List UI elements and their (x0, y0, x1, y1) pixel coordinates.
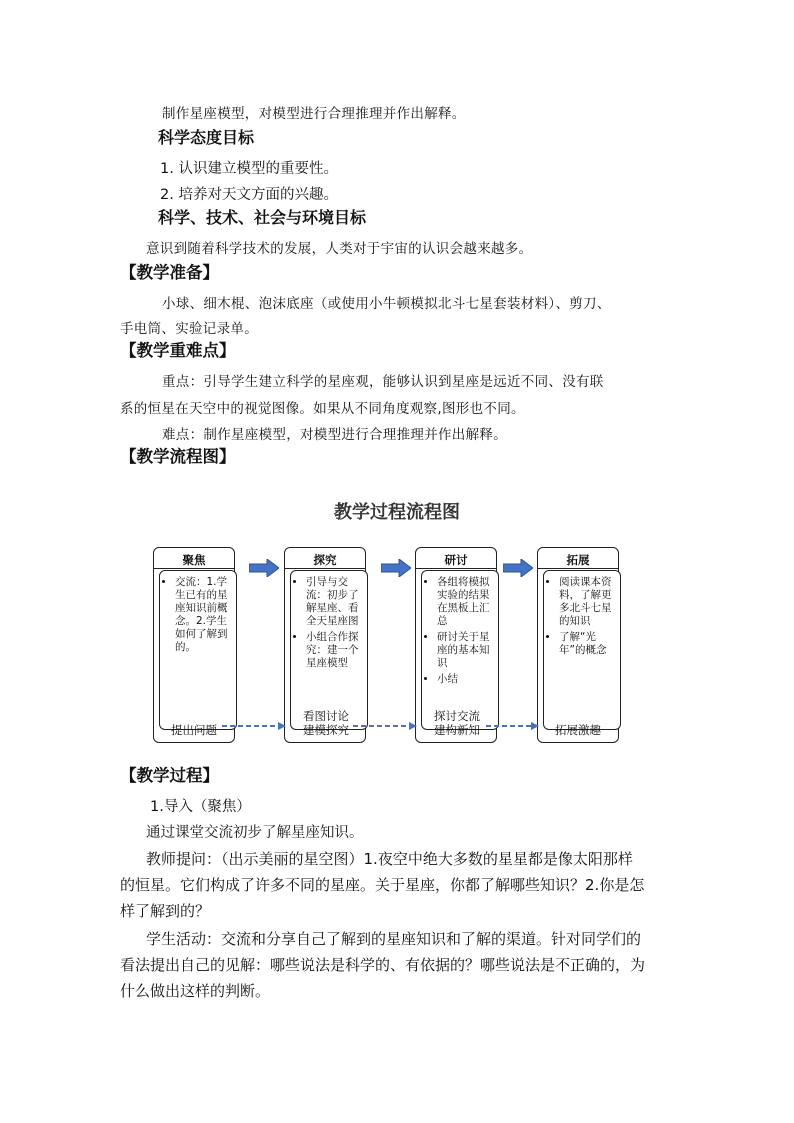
subsection-title: 1.导入（聚焦） (150, 799, 251, 815)
stage-divider (538, 568, 618, 569)
section-heading-key: 【教学重难点】 (120, 341, 236, 360)
stage-title: 拓展 (566, 553, 590, 567)
text-line: 看法提出自己的见解：哪些说法是科学的、有依据的？哪些说法是不正确的，为 (120, 956, 646, 974)
stage-item: • 交流：1.学生已有的星座知识前概念。2.学生如何了解到的。 (175, 576, 232, 654)
text-line: 系的恒星在天空中的视觉图像。如果从不同角度观察,图形也不同。 (120, 401, 525, 417)
stage-divider (285, 568, 365, 569)
section-heading-sts: 科学、技术、社会与环境目标 (158, 208, 367, 227)
stage-title: 聚焦 (182, 553, 206, 567)
dashed-arrow-icon (353, 722, 417, 730)
stage-footer: 拓展激趣 (555, 723, 601, 737)
section-heading-process: 【教学过程】 (120, 766, 219, 785)
stage-content-box (290, 570, 368, 730)
stage-item: • 研讨关于星座的基本知识 (437, 631, 494, 670)
text-line: 重点：引导学生建立科学的星座观，能够认识到星座是远近不同、没有联 (162, 374, 604, 390)
dashed-arrow-icon (486, 722, 539, 730)
text-line: 意识到随着科学技术的发展，人类对于宇宙的认识会越来越多。 (146, 241, 533, 257)
stage-footer: 提出问题 (171, 723, 217, 737)
stage-item: • 阅读课本资料，了解更多北斗七星的知识 (559, 576, 616, 628)
stage-title: 研讨 (444, 553, 468, 567)
flow-stage-focus (153, 547, 235, 743)
section-heading-attitude: 科学态度目标 (158, 128, 255, 147)
text-line: 的恒星。它们构成了许多不同的星座。关于星座，你都了解哪些知识？2.你是怎 (120, 876, 645, 894)
list-item: 2. 培养对天文方面的兴趣。 (160, 187, 338, 203)
flow-stage-explore (284, 547, 366, 743)
text-line: 教师提问：（出示美丽的星空图）1.夜空中绝大多数的星星都是像太阳那样 (146, 850, 633, 868)
flow-arrow-icon (249, 559, 279, 577)
text-line: 样了解到的？ (120, 902, 211, 920)
stage-item: • 小结 (437, 673, 494, 686)
stage-title: 探究 (313, 553, 337, 567)
text-line: 通过课堂交流初步了解星座知识。 (146, 825, 364, 841)
stage-item: • 各组将模拟实验的结果在黑板上汇总 (437, 576, 494, 628)
text-line: 学生活动：交流和分享自己了解到的星座知识和了解的渠道。针对同学们的 (146, 930, 642, 948)
stage-content-box (543, 570, 621, 730)
stage-content-box (159, 570, 237, 730)
stage-divider (154, 568, 234, 569)
list-item: 1. 认识建立模型的重要性。 (160, 161, 338, 177)
text-line: 难点：制作星座模型，对模型进行合理推理并作出解释。 (162, 427, 507, 443)
section-heading-flow: 【教学流程图】 (120, 447, 236, 466)
stage-footer: 看图讨论 建模探究 (303, 709, 349, 737)
stage-item: • 了解“光年”的概念 (559, 631, 616, 657)
stage-divider (416, 568, 496, 569)
text-line: 小球、细木棍、泡沫底座（或使用小牛顿模拟北斗七星套装材料）、剪刀、 (162, 296, 611, 312)
flowchart-title: 教学过程流程图 (334, 502, 460, 523)
text-line: 手电筒、实验记录单。 (120, 321, 258, 337)
stage-footer: 探讨交流 建构新知 (434, 709, 480, 737)
dashed-arrow-icon (222, 722, 286, 730)
flow-arrow-icon (381, 559, 411, 577)
flow-stage-extend (537, 547, 619, 743)
flow-arrow-icon (503, 559, 533, 577)
text-line: 制作星座模型，对模型进行合理推理并作出解释。 (162, 106, 466, 122)
stage-item: • 小组合作探究：建一个星座模型 (306, 631, 363, 670)
section-heading-prep: 【教学准备】 (120, 263, 219, 282)
stage-item: • 引导与交流：初步了解星座、看全天星座图 (306, 576, 363, 628)
text-line: 什么做出这样的判断。 (120, 982, 271, 1000)
stage-content-box (421, 570, 499, 730)
flow-stage-discuss (415, 547, 497, 743)
